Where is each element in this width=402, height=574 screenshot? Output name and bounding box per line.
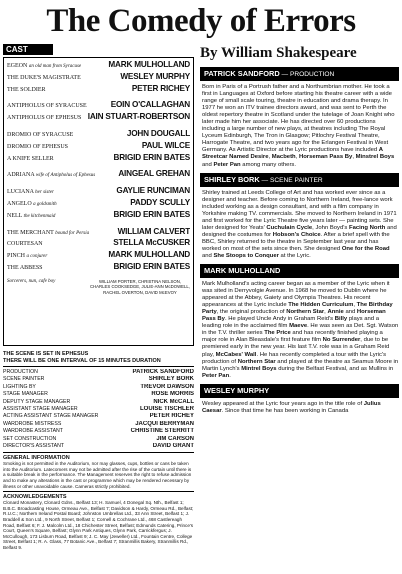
page-title: The Comedy of Errors [46, 3, 356, 39]
production-role: SCENE PAINTER [3, 376, 45, 383]
general-information [3, 455, 194, 489]
cast-row [7, 227, 190, 239]
extras-name-line: CHARLES COOKSEDGE, JULIE-ANN McDOWELL, [89, 284, 190, 290]
cast-actor: BRIGID ERIN BATES [113, 209, 190, 219]
cast-actor: BRIGID ERIN BATES [113, 152, 190, 162]
cast-actor: AINGEAL GREHAN [118, 169, 190, 179]
bio-role-separator: — [259, 176, 270, 184]
cast-role-name: THE MERCHANT [7, 229, 54, 236]
production-role: WARDROBE ASSISTANT [3, 428, 63, 435]
cast-actor: IAIN STUART-ROBERTSON [87, 112, 190, 122]
cast-role [7, 213, 55, 219]
cast-role [7, 265, 43, 271]
cast-row [7, 262, 190, 274]
interval-line: THERE WILL BE ONE INTERVAL OF 15 MINUTES DURATION [3, 358, 161, 364]
extras-name-line: RACHEL OVERTON, DAVID McEVOY [103, 289, 177, 295]
cast-row [7, 210, 190, 222]
cast-row [7, 129, 190, 141]
cast-role [7, 87, 46, 93]
cast-role-note: her sister [35, 190, 54, 196]
cast-actor: BRIGID ERIN BATES [113, 261, 190, 271]
cast-row [7, 198, 190, 210]
production-credits [3, 369, 194, 453]
cast-actor: JOHN DOUGALL [126, 128, 190, 138]
production-row [3, 369, 194, 376]
production-name: DAVID GRANT [152, 442, 194, 449]
cast-role [7, 115, 81, 121]
production-row [3, 428, 194, 435]
cast-row [7, 250, 190, 262]
bio-header [200, 67, 399, 81]
cast-row [7, 84, 190, 96]
production-name: JACQUI BERRYMAN [135, 420, 194, 427]
acknowledgements-heading: ACKNOWLEDGEMENTS [3, 494, 67, 501]
bio-text: Born in Paris of a Portrush father and a Northumbrian mother. He took a first in Languages at Oxford before starting his theatre career with a wide range of small scale touring, theatre in education and drama therapy. In 1977 he won an ITV trainee directors award, and was sent to Perth the oldest repertory theatre in Scotland under the tutelage of Joan Knight who later made him her associate. He has directed over 60 productions including a large number of new plays, at theatres including The Royal Lyceum Edinburgh, The Tron in Glasgow; Pitlochry Festival Theatre, Harrogate Theatre, and two years ago for the Erlangen Festival in West Germany. As Artistic Director at the Lyric productions have included A Streetcar Named Desire, Macbeth, Horseman Pass By, Minstrel Boys and Peter Pan among many others. [202, 84, 395, 168]
bio-header [200, 264, 399, 278]
cast-role-note: an old man from Syracuse [28, 64, 82, 69]
cast-role-note: a goldsmith [33, 201, 57, 207]
cast-role-note: bound for Persia [55, 230, 90, 236]
bio-text: Mark Mulholland's acting career began as a member of the Lyric when it was sited in Derryvolgie Avenue. In 1968 he moved to Dublin where he appeared at the Abbey, Gaiety and Olympia Theatres. His recent appearances at the Lyric include The Hidden Curriculum, The Birthday Party, the original production of Northern Star, Annie and Horseman Pass By. He played Uncle Andy in Graham Reid's Billy plays and a leading role in the acclaimed film Maeve. He was seen as Det. Sgt. Watson in the T.V. thriller series The Price and has recently finished playing a major role in Alan Bleasdale's first feature film No Surrender, due to be premiered early in the new year. His last T.V. role was in a Graham Reid play, McCabes' Wall. He has recently completed a tour with the Lyric's production of Northern Star and played at the theatre as Seamus Moore in Martin Lynch's Mintrel Boys during the Belfast Festival, and as Mullins in Peter Pan. [202, 281, 399, 379]
production-name: PETER RICHEY [149, 413, 194, 420]
cast-row [7, 112, 190, 124]
production-name: JIM CARSON [156, 435, 194, 442]
cast-role-name: ANGELO [7, 200, 32, 207]
cast-role-name: A KNIFE SELLER [7, 155, 54, 162]
cast-actor: MARK MULHOLLAND [108, 250, 190, 260]
cast-actor: EOIN O'CALLAGHAN [110, 100, 190, 110]
cast-rows [7, 60, 190, 274]
cast-actor: PAUL WILCE [141, 140, 190, 150]
cast-row [7, 100, 190, 112]
left-column [3, 44, 194, 570]
production-role: DEPUTY STAGE MANAGER [3, 398, 71, 405]
bio-header [200, 173, 399, 187]
bio-text: Shirley trained at Leeds College of Art and has worked ever since as a designer and teacher. Before coming to Northern Ireland, free-lance work included working as a design consultant, and with a film company in Yorkshire making TV. commercials. She moved to Northern Ireland in 1971 and first worked for the Lyric Theatre five years later — painting sets. She later designed for Yeats' Cuchulain Cycle, John Boyd's Facing North and designed the costumes for Hobson's Choice. After a brief spell with the BBC, Shirley returned to the theatre in September last year and has worked on most of the sets since then. She designed One for the Road and She Stoops to Conquer at the Lyric. [202, 189, 397, 259]
acknowledgements-text: Clonard Monastery, Clonard Gdns., Belfast 13; H. Samuel, 4 Donegal Sq. Nth., Belfast 1; B.B.C. Broadcasting House, Ormeau Ave., Belfast 7; Davidson & Hardy, Ormeau Rd., Belfast; R.U.C.; Northern Ireland Postal Board; Johnston Umbrellas Ltd., 33 Ann Street, Belfast 1; J. Braddell & Son Ltd., 9 North Street, Belfast 1; Cornell & Cochrane Ltd., 468 Castlereagh Road, Belfast 6; F. J. Malcolm Ltd., 18 Chichester Street, Belfast; Edmunds Catering, Prince's Court, Queen's Square, Belfast; Glynn Park Antiques, Glynn Park, Carrickfergus; J. McCullough, 173 Lisburn Road, Belfast 9; J. C. May (Jeweller) Ltd., Fountain Centre, College Street, Belfast 1; R. A. Glass, 77 Botanic Ave., Belfast 7; Stranmillis Bakery, Stranmillis Rd., Belfast 9. [3, 500, 194, 551]
production-row [3, 413, 194, 420]
production-role: WARDROBE MISTRESS [3, 420, 62, 427]
production-role: ASSISTANT STAGE MANAGER [3, 405, 78, 412]
scene-info [3, 351, 194, 367]
acknowledgements [3, 491, 194, 550]
cast-role [7, 75, 81, 81]
production-role: SET CONSTRUCTION [3, 435, 57, 442]
cast-role-name: COURTESAN [7, 241, 43, 248]
production-role: DIRECTOR'S ASSISTANT [3, 442, 65, 449]
cast-role-name: THE ABBESS [7, 264, 43, 271]
cast-row [7, 72, 190, 84]
bio-name: PATRICK SANDFORD [204, 69, 280, 78]
extras-label: Sorcerers, nun, cafe boy [7, 278, 56, 284]
cast-actor: PADDY SCULLY [130, 197, 190, 207]
cast-row [7, 141, 190, 153]
production-name: PATRICK SANDFORD [132, 369, 194, 375]
cast-list [3, 57, 194, 346]
production-row [3, 443, 194, 450]
cast-actor: STELLA McCUSKER [113, 238, 190, 248]
production-row [3, 421, 194, 428]
cast-actor: PETER RICHEY [131, 83, 190, 93]
bio-name: WESLEY MURPHY [204, 385, 270, 395]
bio-role-separator: — [279, 71, 290, 78]
cast-role [7, 63, 81, 69]
cast-role-name: DROMIO OF SYRACUSE [7, 131, 74, 138]
cast-role-name: EGEON [7, 63, 28, 69]
production-name: TREVOR DAWSON [140, 383, 194, 390]
cast-role-note: the kitchenmaid [23, 213, 56, 219]
cast-role [7, 103, 87, 109]
bio-header [200, 384, 399, 398]
bio-role: PRODUCTION [289, 71, 335, 78]
cast-role [7, 241, 43, 247]
cast-row [7, 186, 190, 198]
cast-role [7, 144, 68, 150]
cast-role-name: THE DUKE'S MAGISTRATE [7, 74, 81, 81]
cast-role-name: PINCH [7, 253, 26, 260]
extras-block [7, 279, 190, 296]
cast-actor: GAYLIE RUNCIMAN [116, 186, 190, 196]
production-name: ROSE MORRIS [151, 391, 194, 398]
general-info-text: Smoking is not permitted in the Auditorium, nor may glasses, cups, bottles or cans be taken into the Auditorium. Latecomers may not be admitted after the rise of the curtain until there is a suitable break in the performance. The Management reserves the right to refuse admission and to make any alterations in the cast or programme which may be rendered necessary by illness or other unavoidable cause. Cameras strictly prohibited. [3, 461, 192, 489]
extras-names [90, 279, 190, 296]
production-name: LOUISE TISCHLER [139, 405, 194, 412]
production-name: SHIRLEY BORK [148, 376, 194, 383]
production-row [3, 376, 194, 383]
production-row [3, 406, 194, 413]
cast-actor: WILLIAM CALVERT [117, 226, 190, 236]
cast-role [7, 189, 54, 195]
cast-role [7, 253, 47, 259]
general-info-heading: GENERAL INFORMATION [3, 455, 70, 462]
extras-name-line: WILLIAM PORTER, CHRISTINA NELSON, [98, 278, 181, 284]
byline: By William Shakespeare [200, 45, 357, 61]
cast-row [7, 60, 190, 72]
cast-role-name: THE SOLDIER [7, 86, 46, 93]
cast-role [7, 172, 95, 178]
production-name: CHRISTINE STERRITT [130, 428, 194, 435]
production-role: ACTING ASSISTANT STAGE MANAGER [3, 413, 99, 420]
production-row [3, 384, 194, 391]
cast-role-name: LUCIANA [7, 189, 34, 196]
cast-actor: MARK MULHOLLAND [108, 60, 190, 69]
production-role: PRODUCTION [3, 369, 38, 375]
cast-role-note: a conjurer [26, 254, 48, 260]
production-row [3, 399, 194, 406]
bio-name: SHIRLEY BORK [204, 174, 260, 184]
production-role: LIGHTING BY [3, 383, 36, 390]
cast-row [7, 238, 190, 250]
cast-role-name: DROMIO OF EPHESUS [7, 143, 69, 150]
cast-role-name: ADRIANA [7, 172, 35, 179]
production-row [3, 436, 194, 443]
cast-role-name: ANTIPHOLUS OF SYRACUSE [7, 103, 87, 110]
cast-actor: WESLEY MURPHY [120, 71, 190, 81]
cast-role [7, 230, 89, 236]
cast-heading: CAST [3, 44, 53, 55]
right-column [200, 44, 399, 570]
scene-line: THE SCENE IS SET IN EPHESUS [3, 351, 89, 357]
bio-role: SCENE PAINTER [269, 176, 323, 184]
production-name: NICK McCALL [153, 398, 194, 405]
cast-role-note: wife of Antipholus of Ephesus [35, 173, 96, 179]
production-row [3, 391, 194, 398]
bio-name: MARK MULHOLLAND [204, 266, 281, 276]
cast-role-name: NELL [7, 212, 23, 219]
cast-row [7, 169, 190, 181]
cast-role [7, 156, 54, 162]
bio-text: Wesley appeared at the Lyric four years ago in the title role of Julius Caesar. Since that time he has been working in Canada [202, 400, 381, 414]
biographies [200, 67, 399, 415]
cast-role [7, 201, 57, 207]
production-role: STAGE MANAGER [3, 391, 48, 398]
cast-row [7, 153, 190, 165]
cast-role-name: ANTIPHOLUS OF EPHESUS [7, 115, 82, 122]
cast-role [7, 132, 73, 138]
